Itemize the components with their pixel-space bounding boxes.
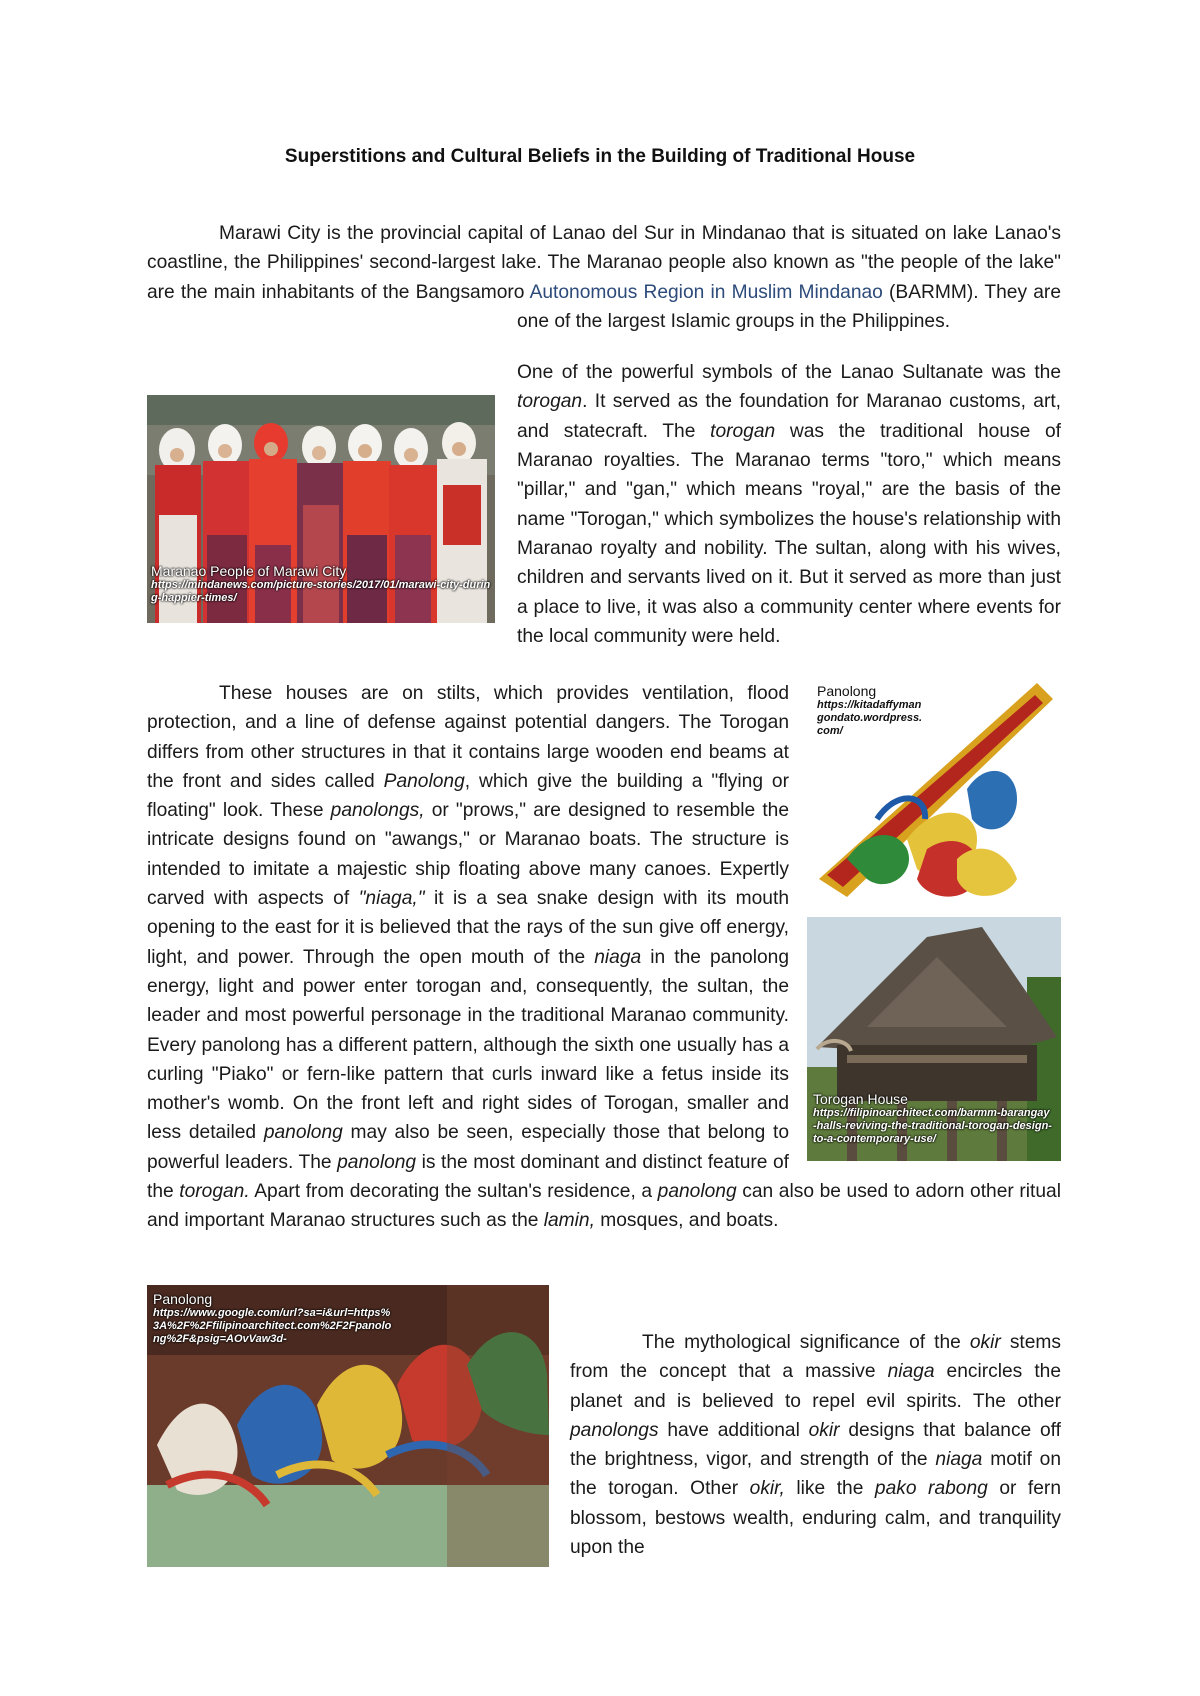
paragraph-panolong-block — [147, 679, 1061, 1236]
torogan-house-photo — [807, 917, 1061, 1161]
maranao-caption-title: Maranao People of Marawi City — [151, 563, 347, 579]
p3-text-q: can also be used to adorn other ritual and important Maranao structures such as the — [147, 1181, 1061, 1232]
p3-text-c: , which give the building a "flying or floating" look. These — [147, 770, 789, 822]
paragraph-okir-block — [570, 1328, 1061, 1562]
p3-lamin-italic: lamin, — [543, 1210, 595, 1232]
p4-text-o: or fern blossom, bestows wealth, enduring calm, and tranquility upon the — [570, 1478, 1061, 1559]
p4-okir-italic-3: okir, — [749, 1478, 785, 1500]
p3-niaga-italic-2: niaga — [594, 946, 642, 968]
p1-text-barmm: Autonomous Region in Muslim Mindanao — [529, 281, 883, 303]
panolong-top-caption-url[interactable]: https://kitadaffymangondato.wordpress.com/ — [817, 699, 923, 737]
paragraph-4 — [570, 1328, 1061, 1562]
panolong-top-caption-title: Panolong — [817, 683, 877, 699]
p4-text-k: motif on the torogan. Other — [570, 1449, 1061, 1500]
maranao-caption-url[interactable]: https://mindanews.com/picture-stories/2017/01/marawi-city-during-happier-times/ — [151, 579, 491, 604]
panolong-top-caption — [817, 683, 927, 738]
p4-text-e: encircles the planet and is believed to repel evil spirits. The other — [570, 1361, 1061, 1412]
p4-text-g: have additional — [658, 1419, 809, 1441]
p2-text-a: One of the powerful symbols of the Lanao Sultanate was the — [517, 362, 1061, 384]
p2-text-e: was the traditional house of Maranao royalties. The Maranao terms "toro," which means "pillar," and "gan," which means "royal," are the basis of the name "Torogan," which symbolizes the house's relationship with Maranao royalty and nobility. The sultan, along with his wives, children and servants lived on it. But it served as more than just a place to live, it was also a community center where events for the local community were held. — [517, 420, 1061, 647]
p3-text-e: or "prows," are designed to resemble the intricate designs found on "awangs," or Maranao boats. The structure is intended to imitate a majestic ship floating above many canoes. Expertly carved with aspects of — [147, 800, 790, 910]
p2-torogan-italic: torogan — [517, 391, 583, 413]
torogan-caption — [813, 1091, 1053, 1146]
p4-pako-rabong-italic: pako rabong — [874, 1478, 988, 1500]
panolong-top-photo — [807, 679, 1061, 909]
panolong-bottom-caption-url[interactable]: https://www.google.com/url?sa=i&url=https%3A%2F%2Ffilipinoarchitect.com%2F2Fpanolong%2F&psig=AOvVaw3d- — [153, 1307, 392, 1345]
document-title: Superstitions and Cultural Beliefs in the Building of Traditional House — [284, 146, 916, 167]
p1-text-a: Marawi City is the provincial capital of Lanao del Sur in Mindanao that is situated on lake Lanao's coastline, the Philippines' second-largest lake. The Maranao people also known as "the people of the lake" are the main inhabitants of the Bangsamoro — [147, 223, 1061, 303]
p3-text-i: in the panolong energy, light and power enter torogan and, consequently, the sultan, the leader and most powerful personage in the traditional Maranao community. Every panolong has a different pattern, although the sixth one usually has a curling "Piako" or fern-like pattern that curls inward like a fetus inside its mother's womb. On the front left and right sides of Torogan, smaller and less detailed — [147, 946, 789, 1144]
p3-text-k: may also be seen, especially those that belong to powerful leaders. The — [147, 1122, 790, 1173]
p4-niaga-italic-2: niaga — [935, 1449, 983, 1471]
p1-text-c: (BARMM). They are one of the largest Islamic groups in the Philippines. — [517, 281, 1061, 332]
p4-text-m: like the — [784, 1478, 875, 1500]
p3-panolong-italic-3: panolong — [337, 1151, 417, 1173]
p4-okir-italic: okir — [969, 1332, 1001, 1353]
paragraph-intro — [147, 219, 1061, 651]
p4-text-i: designs that balance off the brightness, vigor, and strength of the — [570, 1419, 1061, 1471]
p3-panolong-italic-4: panolong — [657, 1181, 737, 1203]
p3-text-a: These houses are on stilts, which provides ventilation, flood protection, and a line of defense against potential dangers. The Torogan differs from other structures in that it contains large wooden end beams at the front and sides called — [147, 683, 789, 792]
panolong-bottom-caption-title: Panolong — [153, 1291, 213, 1307]
p3-panolong-italic: Panolong — [383, 770, 465, 792]
maranao-people-photo — [147, 395, 501, 623]
p3-text-m: is the most dominant and distinct feature of the — [147, 1151, 789, 1203]
p3-panolongs-italic: panolongs, — [330, 800, 425, 822]
p4-panolongs-italic: panolongs — [570, 1419, 659, 1441]
p4-okir-italic-2: okir — [808, 1419, 840, 1441]
p4-niaga-italic: niaga — [887, 1361, 935, 1383]
p3-niaga-italic: "niaga," — [358, 888, 425, 910]
p4-text-a: The mythological significance of the — [642, 1332, 970, 1353]
p3-text-s: mosques, and boats. — [594, 1210, 779, 1232]
p3-panolong-italic-2: panolong — [263, 1122, 343, 1144]
panolong-bottom-photo — [147, 1285, 549, 1567]
p3-torogan-italic: torogan. — [179, 1181, 250, 1203]
torogan-caption-url[interactable]: https://filipinoarchitect.com/barmm-barangay-halls-reviving-the-traditional-torogan-design-to-a-contemporary-use/ — [813, 1107, 1052, 1145]
p4-text-c: stems from the concept that a massive — [570, 1332, 1061, 1383]
p3-text-o: Apart from decorating the sultan's residence, a — [249, 1181, 658, 1203]
p3-text-g: it is a sea snake design with its mouth opening to the east for it is believed that the rays of the sun give off energy, light, and power. Through the open mouth of the — [147, 888, 789, 968]
p2-torogan-italic-2: torogan — [710, 420, 776, 442]
paragraph-1 — [147, 219, 1061, 336]
maranao-photo-caption — [151, 563, 491, 605]
panolong-bottom-caption — [153, 1291, 393, 1346]
p2-text-c: . It served as the foundation for Maranao customs, art, and statecraft. The — [517, 391, 1061, 442]
torogan-caption-title: Torogan House — [813, 1091, 908, 1107]
